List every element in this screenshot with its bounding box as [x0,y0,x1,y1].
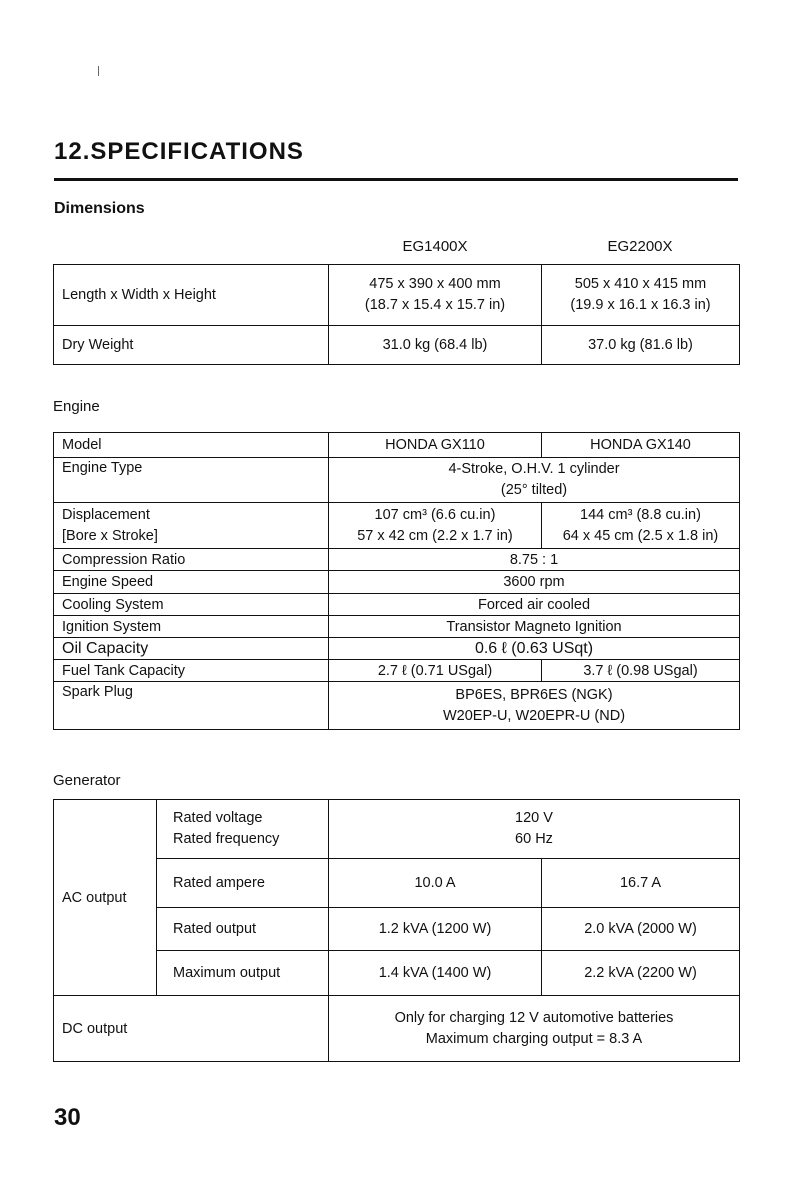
cell-line: [Bore x Stroke] [62,527,158,544]
table-row [54,859,740,908]
table-row [54,433,740,458]
cell-line: BP6ES, BPR6ES (NGK) [455,686,613,703]
table-cell: 3600 rpm [329,571,740,594]
title-rule [54,178,738,181]
table-cell: 2.2 kVA (2200 W) [542,951,740,996]
cell-line: 505 x 410 x 415 mm [574,276,707,292]
row-label [157,800,329,859]
table-cell: 10.0 A [329,859,542,908]
table-cell [329,503,542,549]
table-row [54,682,740,730]
cell-line: Rated voltage [173,810,263,826]
cell-line: 64 x 45 cm (2.5 x 1.8 in) [562,527,719,544]
cell-line: (18.7 x 15.4 x 15.7 in) [364,297,506,313]
dimensions-table [53,264,740,365]
table-cell: 2.7 ℓ (0.71 USgal) [329,660,542,682]
row-label: Compression Ratio [54,549,329,571]
table-cell: 2.0 kVA (2000 W) [542,908,740,951]
table-row [54,458,740,503]
page-number: 30 [54,1104,81,1131]
table-row [54,908,740,951]
scan-mark [98,66,99,76]
table-row [54,660,740,682]
cell-line: (25° tilted) [500,482,568,498]
table-cell [329,682,740,730]
table-cell [329,265,542,326]
table-cell [329,996,740,1062]
cell-line: W20EP-U, W20EPR-U (ND) [442,707,626,724]
row-label: Ignition System [54,616,329,638]
table-row [54,594,740,616]
table-cell: 3.7 ℓ (0.98 USgal) [542,660,740,682]
cell-line: Displacement [62,506,150,523]
table-row [54,549,740,571]
col-header-eg1400x: EG1400X [402,238,468,255]
row-label: Length x Width x Height [54,265,329,326]
cell-line: 144 cm³ (8.8 cu.in) [580,506,701,523]
cell-line: (19.9 x 16.1 x 16.3 in) [570,297,711,313]
page-title: 12.SPECIFICATIONS [54,138,304,165]
table-row [54,616,740,638]
cell-line: Maximum charging output = 8.3 A [425,1030,643,1047]
table-row [54,503,740,549]
table-cell: Forced air cooled [329,594,740,616]
table-cell: 31.0 kg (68.4 lb) [329,326,542,365]
cell-line: 57 x 42 cm (2.2 x 1.7 in) [357,527,513,544]
table-cell: 8.75 : 1 [329,549,740,571]
cell-line: 60 Hz [515,831,553,847]
cell-line: Only for charging 12 V automotive batteries [394,1009,674,1026]
row-label: Oil Capacity [54,638,329,660]
row-label: Engine Type [54,458,329,503]
table-cell [329,800,740,859]
table-cell [542,503,740,549]
row-label: AC output [54,800,157,996]
table-cell [329,458,740,503]
generator-heading: Generator [53,772,121,789]
cell-line: 4-Stroke, O.H.V. 1 cylinder [448,461,620,477]
dimensions-heading: Dimensions [54,200,145,217]
table-row [54,800,740,859]
engine-table [53,432,740,730]
cell-line: 107 cm³ (6.6 cu.in) [374,506,496,523]
table-cell: 0.6 ℓ (0.63 USqt) [329,638,740,660]
table-cell: Transistor Magneto Ignition [329,616,740,638]
row-label: Model [54,433,329,458]
table-cell: HONDA GX110 [329,433,542,458]
table-row [54,265,740,326]
row-label: Fuel Tank Capacity [54,660,329,682]
cell-line: Rated frequency [173,831,280,847]
table-row [54,571,740,594]
row-label: Rated output [157,908,329,951]
table-cell: 1.2 kVA (1200 W) [329,908,542,951]
table-cell [542,265,740,326]
table-cell: 1.4 kVA (1400 W) [329,951,542,996]
row-label: Dry Weight [54,326,329,365]
table-row [54,996,740,1062]
row-label: Engine Speed [54,571,329,594]
table-row [54,638,740,660]
table-cell: 37.0 kg (81.6 lb) [542,326,740,365]
table-row [54,951,740,996]
cell-line: 120 V [515,810,553,826]
table-cell: HONDA GX140 [542,433,740,458]
row-label [54,503,329,549]
row-label: Spark Plug [54,682,329,730]
table-row [54,326,740,365]
generator-table [53,799,740,1062]
table-cell: 16.7 A [542,859,740,908]
row-label: Maximum output [157,951,329,996]
cell-line: 475 x 390 x 400 mm [369,276,501,292]
engine-heading: Engine [53,398,100,415]
row-label: Rated ampere [157,859,329,908]
col-header-eg2200x: EG2200X [607,238,673,255]
row-label: Cooling System [54,594,329,616]
row-label: DC output [54,996,329,1062]
